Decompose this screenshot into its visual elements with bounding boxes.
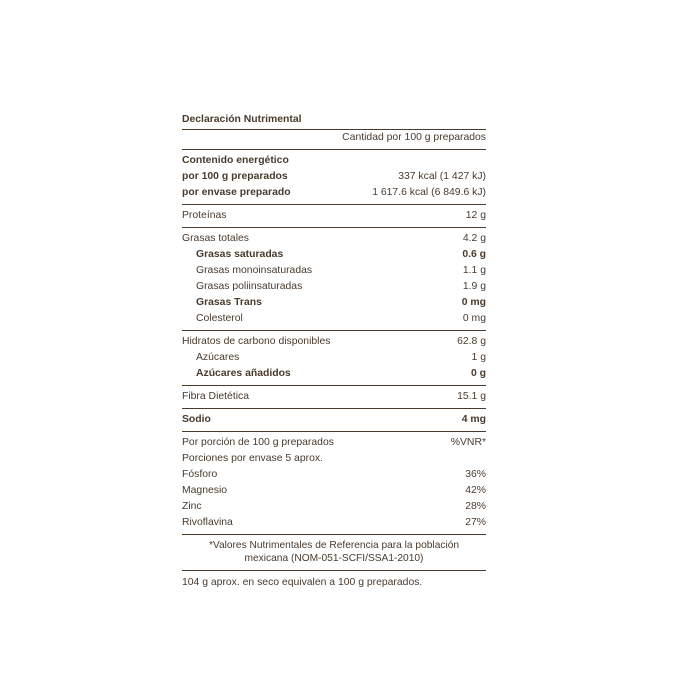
fats-poly-label: Grasas poliinsaturadas xyxy=(196,281,303,292)
fats-chol-value: 0 mg xyxy=(462,313,486,324)
sugars-label: Azúcares xyxy=(196,352,240,363)
nutrition-facts-panel xyxy=(182,112,486,591)
fiber-row xyxy=(182,389,486,405)
sodium-label: Sodio xyxy=(182,414,211,425)
panel-title: Declaración Nutrimental xyxy=(182,114,302,125)
vnr-item-value: 36% xyxy=(465,469,486,480)
fats-trans-label: Grasas Trans xyxy=(196,297,262,308)
added-sugars-value: 0 g xyxy=(470,368,486,379)
fats-poly-row xyxy=(182,279,486,295)
energy-perpack-value: 1 617.6 kcal (6 849.6 kJ) xyxy=(372,187,486,198)
fats-saturated-row xyxy=(182,247,486,263)
fats-chol-row xyxy=(182,311,486,327)
energy-heading-row xyxy=(182,153,486,169)
vnr-portion-row xyxy=(182,435,486,451)
fats-total-value: 4.2 g xyxy=(462,233,486,244)
sodium-value: 4 mg xyxy=(461,414,486,425)
footnote xyxy=(182,535,486,570)
vnr-portions-text: Porciones por envase 5 aprox. xyxy=(182,453,323,464)
energy-perpack-row xyxy=(182,185,486,201)
vnr-item-row xyxy=(182,515,486,531)
fats-total-row xyxy=(182,231,486,247)
fats-total-label: Grasas totales xyxy=(182,233,249,244)
fiber-section xyxy=(182,386,486,408)
proteins-label: Proteínas xyxy=(182,210,227,221)
sugars-row xyxy=(182,350,486,366)
energy-per100-row xyxy=(182,169,486,185)
sodium-section xyxy=(182,409,486,431)
added-sugars-row xyxy=(182,366,486,382)
fats-poly-value: 1.9 g xyxy=(462,281,486,292)
energy-perpack-label: por envase preparado xyxy=(182,187,291,198)
sodium-row xyxy=(182,412,486,428)
carbs-value: 62.8 g xyxy=(457,336,486,347)
serving-header xyxy=(182,130,486,149)
fats-saturated-value: 0.6 g xyxy=(462,249,486,260)
fats-saturated-label: Grasas saturadas xyxy=(196,249,284,260)
fats-mono-value: 1.1 g xyxy=(462,265,486,276)
carbs-label: Hidratos de carbono disponibles xyxy=(182,336,331,347)
proteins-section xyxy=(182,205,486,227)
vnr-item-label: Magnesio xyxy=(182,485,228,496)
vnr-item-label: Zinc xyxy=(182,501,202,512)
dry-note: 104 g aprox. en seco equivalen a 100 g preparados. xyxy=(182,577,423,588)
energy-heading: Contenido energético xyxy=(182,155,289,166)
vnr-item-value: 28% xyxy=(465,501,486,512)
fats-mono-row xyxy=(182,263,486,279)
added-sugars-label: Azúcares añadidos xyxy=(196,368,291,379)
fats-trans-row xyxy=(182,295,486,311)
proteins-value: 12 g xyxy=(465,210,486,221)
vnr-portion-value: %VNR* xyxy=(450,437,486,448)
vnr-portions-row xyxy=(182,451,486,467)
vnr-section xyxy=(182,432,486,534)
carbs-section xyxy=(182,331,486,385)
fats-mono-label: Grasas monoinsaturadas xyxy=(196,265,313,276)
fiber-value: 15.1 g xyxy=(457,391,486,402)
energy-per100-label: por 100 g preparados xyxy=(182,171,288,182)
vnr-item-row xyxy=(182,483,486,499)
vnr-item-row xyxy=(182,499,486,515)
energy-per100-value: 337 kcal (1 427 kJ) xyxy=(398,171,486,182)
fats-section xyxy=(182,228,486,330)
vnr-portion-label: Por porción de 100 g preparados xyxy=(182,437,334,448)
carbs-row xyxy=(182,334,486,350)
serving-header-text: Cantidad por 100 g preparados xyxy=(342,132,486,143)
fats-trans-value: 0 mg xyxy=(461,297,486,308)
sugars-value: 1 g xyxy=(471,352,486,363)
fiber-label: Fibra Dietética xyxy=(182,391,249,402)
vnr-item-label: Fósforo xyxy=(182,469,218,480)
footnote-line-1: *Valores Nutrimentales de Referencia para la población xyxy=(208,540,460,551)
vnr-item-row xyxy=(182,467,486,483)
fats-chol-label: Colesterol xyxy=(196,313,243,324)
vnr-item-value: 42% xyxy=(465,485,486,496)
footnote-line-2: mexicana (NOM-051-SCFI/SSA1-2010) xyxy=(244,553,424,564)
vnr-item-label: Rivoflavina xyxy=(182,517,233,528)
proteins-row xyxy=(182,208,486,224)
energy-section xyxy=(182,150,486,204)
vnr-item-value: 27% xyxy=(465,517,486,528)
